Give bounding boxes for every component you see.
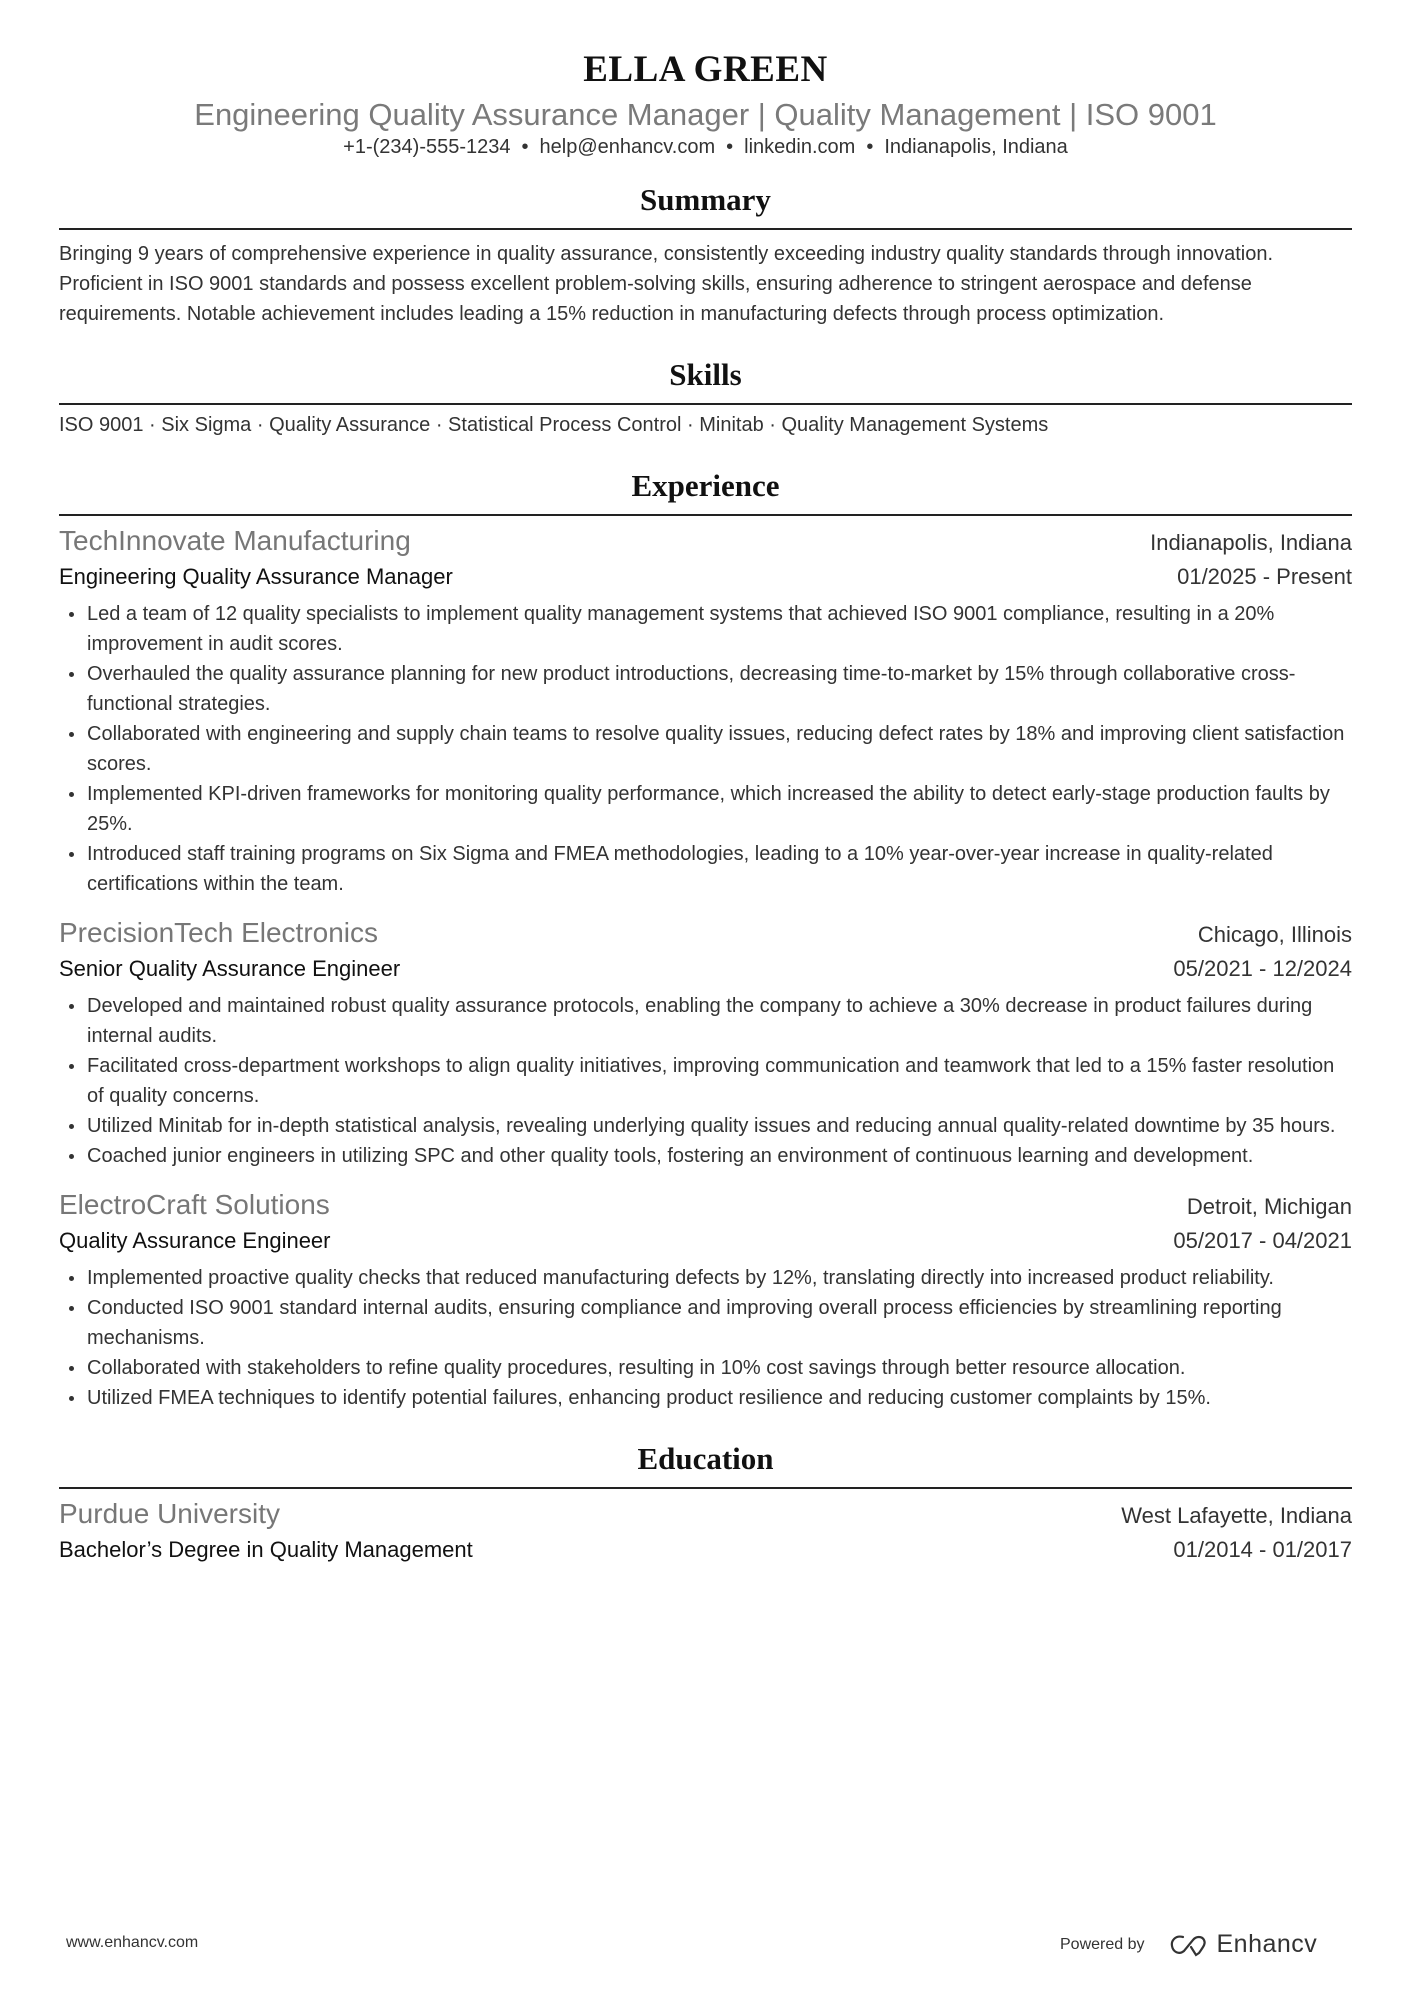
job-entry [59,916,1352,1171]
job-bullet: Led a team of 12 quality specialists to implement quality management systems that achieved ISO 9001 compliance, resulting in a 20% improvement in audit scores. [87,599,1352,659]
experience-list [59,524,1352,1413]
resume-page [59,0,1352,1565]
job-bullet: Developed and maintained robust quality assurance protocols, enabling the company to achieve a 30% decrease in product failures during internal audits. [87,991,1352,1051]
job-location: Detroit, Michigan [1186,1194,1352,1219]
job-bullet: Collaborated with engineering and supply chain teams to resolve quality issues, reducing defect rates by 18% and improving client satisfaction scores. [87,719,1352,779]
education-dates: 01/2014 - 01/2017 [1173,1537,1352,1562]
summary-text: Bringing 9 years of comprehensive experience in quality assurance, consistently exceeding industry quality standards through innovation. Proficient in ISO 9001 standards and possess excellent problem-solving skills, ensuring adherence to stringent aerospace and defense requirements. Notable achievement includes leading a 15% reduction in manufacturing defects through process optimization. [59,243,1274,325]
footer-website[interactable]: www.enhancv.com [66,1934,199,1951]
candidate-title: Engineering Quality Assurance Manager | Quality Management | ISO 9001 [194,97,1217,132]
skills-heading: Skills [59,357,1352,405]
job-bullets [59,599,1352,899]
education-heading: Education [59,1441,1352,1489]
job-bullets [59,1263,1352,1413]
summary-heading: Summary [59,182,1352,230]
location: Indianapolis, Indiana [884,136,1068,158]
job-bullet: Utilized Minitab for in-depth statistical analysis, revealing underlying quality issues and reducing annual quality-related downtime by 35 hours. [87,1111,1352,1141]
education-entry [59,1497,1352,1565]
company-name: TechInnovate Manufacturing [59,525,411,556]
company-name: PrecisionTech Electronics [59,917,379,948]
skills-list: ISO 9001 · Six Sigma · Quality Assurance · Statistical Process Control · Minitab · Quality Management Systems [59,414,1049,436]
job-bullet: Facilitated cross-department workshops to align quality initiatives, improving communication and teamwork that led to a 15% faster resolution of quality concerns. [87,1051,1352,1111]
job-entry [59,1188,1352,1413]
brand-name: Enhancv [1216,1930,1318,1958]
footer-branding [1060,1930,1317,1959]
job-entry [59,524,1352,899]
job-dates: 01/2025 - Present [1177,564,1352,589]
enhancv-logo-icon [1169,1933,1209,1957]
enhancv-logo[interactable] [1169,1930,1318,1959]
contact-line [59,134,1352,160]
job-bullet: Overhauled the quality assurance planning for new product introductions, decreasing time-to-market by 15% through collaborative cross-functional strategies. [87,659,1352,719]
job-role: Engineering Quality Assurance Manager [59,564,453,589]
job-role: Senior Quality Assurance Engineer [59,956,401,981]
school-name: Purdue University [59,1498,280,1529]
job-bullet: Introduced staff training programs on Six Sigma and FMEA methodologies, leading to a 10% year-over-year increase in quality-related certifications within the team. [87,839,1352,899]
job-role: Quality Assurance Engineer [59,1228,331,1253]
candidate-name: ELLA GREEN [583,49,828,90]
experience-heading: Experience [59,468,1352,516]
job-bullet: Collaborated with stakeholders to refine quality procedures, resulting in 10% cost savings through better resource allocation. [87,1353,1352,1383]
job-dates: 05/2021 - 12/2024 [1173,956,1352,981]
job-bullet: Conducted ISO 9001 standard internal audits, ensuring compliance and improving overall process efficiencies by streamlining reporting mechanisms. [87,1293,1352,1353]
job-bullet: Coached junior engineers in utilizing SPC and other quality tools, fostering an environment of continuous learning and development. [87,1141,1352,1171]
school-location: West Lafayette, Indiana [1121,1503,1352,1528]
powered-by-label: Powered by [1060,1935,1145,1953]
company-name: ElectroCraft Solutions [59,1189,330,1220]
job-bullet: Implemented KPI-driven frameworks for monitoring quality performance, which increased the ability to detect early-stage production faults by 25%. [87,779,1352,839]
job-bullet: Implemented proactive quality checks that reduced manufacturing defects by 12%, translating directly into increased product reliability. [87,1263,1352,1293]
job-dates: 05/2017 - 04/2021 [1173,1228,1352,1253]
phone: +1-(234)-555-1234 [343,136,511,158]
job-location: Chicago, Illinois [1197,922,1352,947]
job-bullet: Utilized FMEA techniques to identify potential failures, enhancing product resilience and reducing customer complaints by 15%. [87,1383,1352,1413]
job-location: Indianapolis, Indiana [1150,530,1352,555]
degree: Bachelor’s Degree in Quality Management [59,1537,473,1562]
separator-dot: • [726,136,734,158]
separator-dot: • [521,136,529,158]
email-link[interactable]: help@enhancv.com [539,136,716,158]
linkedin-link[interactable]: linkedin.com [744,136,856,158]
job-bullets [59,991,1352,1171]
separator-dot: • [866,136,874,158]
